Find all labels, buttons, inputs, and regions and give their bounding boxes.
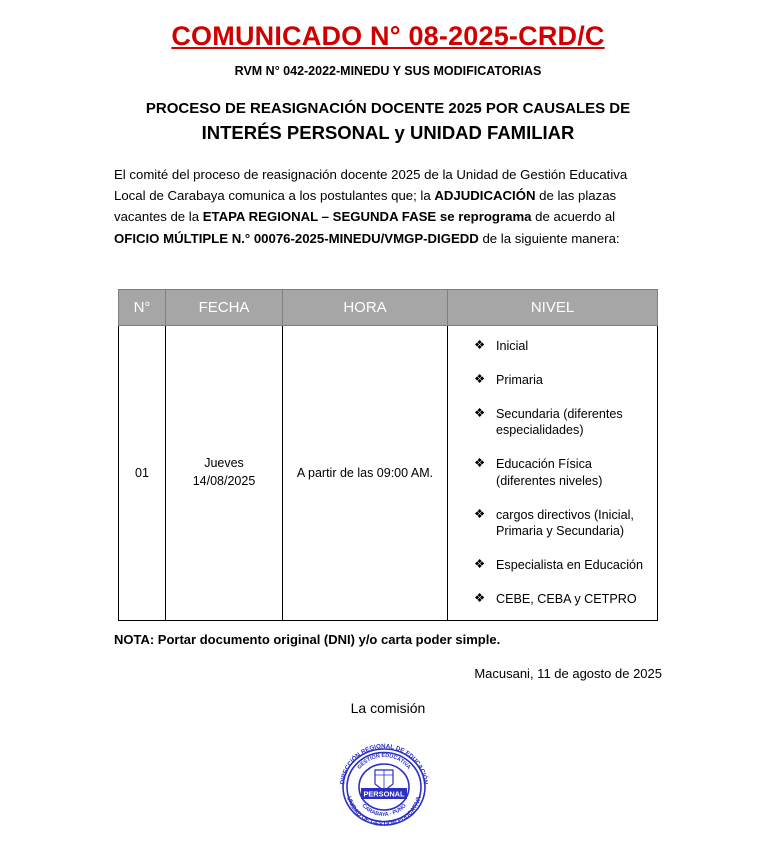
diamond-bullet-icon: ❖ xyxy=(474,590,486,605)
note-text: NOTA: Portar documento original (DNI) y/o carta poder simple. xyxy=(114,631,501,647)
list-item xyxy=(474,406,647,439)
table-header xyxy=(119,290,658,326)
intro-paragraph xyxy=(114,164,662,250)
official-seal xyxy=(328,734,448,844)
intro-segment-2: de las plazas vacantes de la xyxy=(114,188,617,225)
document-page xyxy=(0,22,776,849)
list-item xyxy=(474,338,647,355)
svg-text:DIRECCIÓN REGIONAL DE EDUCACIÓ: DIRECCIÓN REGIONAL DE EDUCACIÓN xyxy=(339,742,429,785)
place-and-date: Macusani, 11 de agosto de 2025 xyxy=(474,665,662,681)
list-item-label: Especialista en Educación xyxy=(496,558,644,573)
list-item-label: Inicial xyxy=(496,339,529,354)
cell-fecha xyxy=(166,326,283,620)
svg-text:PERSONAL: PERSONAL xyxy=(363,788,405,798)
list-item xyxy=(474,372,647,389)
heading-causal-personal: INTERÉS PERSONAL xyxy=(201,121,390,143)
list-item-label: CEBE, CEBA y CETPRO xyxy=(496,591,637,606)
intro-segment-1: El comité del proceso de reasignación docente 2025 de la Unidad de Gestión Educativa Local de Carabaya comunica a los postulantes que; la xyxy=(114,166,628,204)
heading-causal-familiar: UNIDAD FAMILIAR xyxy=(409,121,575,143)
table-header-row xyxy=(119,290,658,326)
svg-text:GESTIÓN EDUCATIVA: GESTIÓN EDUCATIVA xyxy=(356,752,412,771)
column-header-numero: N° xyxy=(119,290,166,326)
diamond-bullet-icon: ❖ xyxy=(474,405,486,420)
table-row xyxy=(119,326,658,620)
cell-numero: 01 xyxy=(119,326,166,620)
intro-bold-etapa: ETAPA REGIONAL – SEGUNDA FASE se reprograma xyxy=(202,209,532,225)
document-heading-line1: PROCESO DE REASIGNACIÓN DOCENTE 2025 POR CAUSALES DE xyxy=(145,99,631,117)
intro-bold-oficio: OFICIO MÚLTIPLE N.° 00076-2025-MINEDU/VMGP-DIGEDD xyxy=(114,230,479,246)
list-item-label: Primaria xyxy=(496,372,543,387)
cell-fecha-day: Jueves xyxy=(204,456,244,471)
schedule-table-wrapper xyxy=(118,289,658,620)
diamond-bullet-icon: ❖ xyxy=(474,338,486,353)
heading-conjunction: y xyxy=(394,121,405,143)
diamond-bullet-icon: ❖ xyxy=(474,506,486,521)
list-item-label: Educación Física (diferentes niveles) xyxy=(496,457,603,488)
list-item xyxy=(474,456,647,489)
seal-stamp-icon xyxy=(328,734,440,838)
svg-text:UNIDAD DE GESTIÓN EDUCATIVA: UNIDAD DE GESTIÓN EDUCATIVA xyxy=(345,795,423,828)
list-item xyxy=(474,557,647,574)
list-item-label: cargos directivos (Inicial, Primaria y Secundaria) xyxy=(496,507,634,539)
document-heading-line2 xyxy=(0,122,776,144)
nivel-list xyxy=(452,338,653,607)
svg-text:CARABAYA - PUNO: CARABAYA - PUNO xyxy=(360,802,408,818)
cell-hora: A partir de las 09:00 AM. xyxy=(283,326,448,620)
page-title: COMUNICADO N° 08-2025-CRD/C xyxy=(171,21,605,51)
table-body xyxy=(119,326,658,620)
intro-segment-4: de la siguiente manera: xyxy=(478,230,620,246)
cell-nivel xyxy=(448,326,658,620)
cell-fecha-date: 14/08/2025 xyxy=(192,473,256,488)
document-subtitle: RVM N° 042-2022-MINEDU Y SUS MODIFICATORIAS xyxy=(234,63,542,78)
diamond-bullet-icon: ❖ xyxy=(474,557,486,572)
list-item-label: Secundaria (diferentes especialidades) xyxy=(496,406,623,438)
schedule-table xyxy=(118,289,658,620)
intro-bold-adjudicacion: ADJUDICACIÓN xyxy=(434,188,536,204)
list-item xyxy=(474,591,647,608)
intro-segment-3: de acuerdo al xyxy=(531,209,616,225)
column-header-hora: HORA xyxy=(283,290,448,326)
list-item xyxy=(474,507,647,540)
signature-line: La comisión xyxy=(350,699,426,716)
column-header-fecha: FECHA xyxy=(166,290,283,326)
column-header-nivel: NIVEL xyxy=(448,290,658,326)
diamond-bullet-icon: ❖ xyxy=(474,371,486,386)
diamond-bullet-icon: ❖ xyxy=(474,456,486,471)
